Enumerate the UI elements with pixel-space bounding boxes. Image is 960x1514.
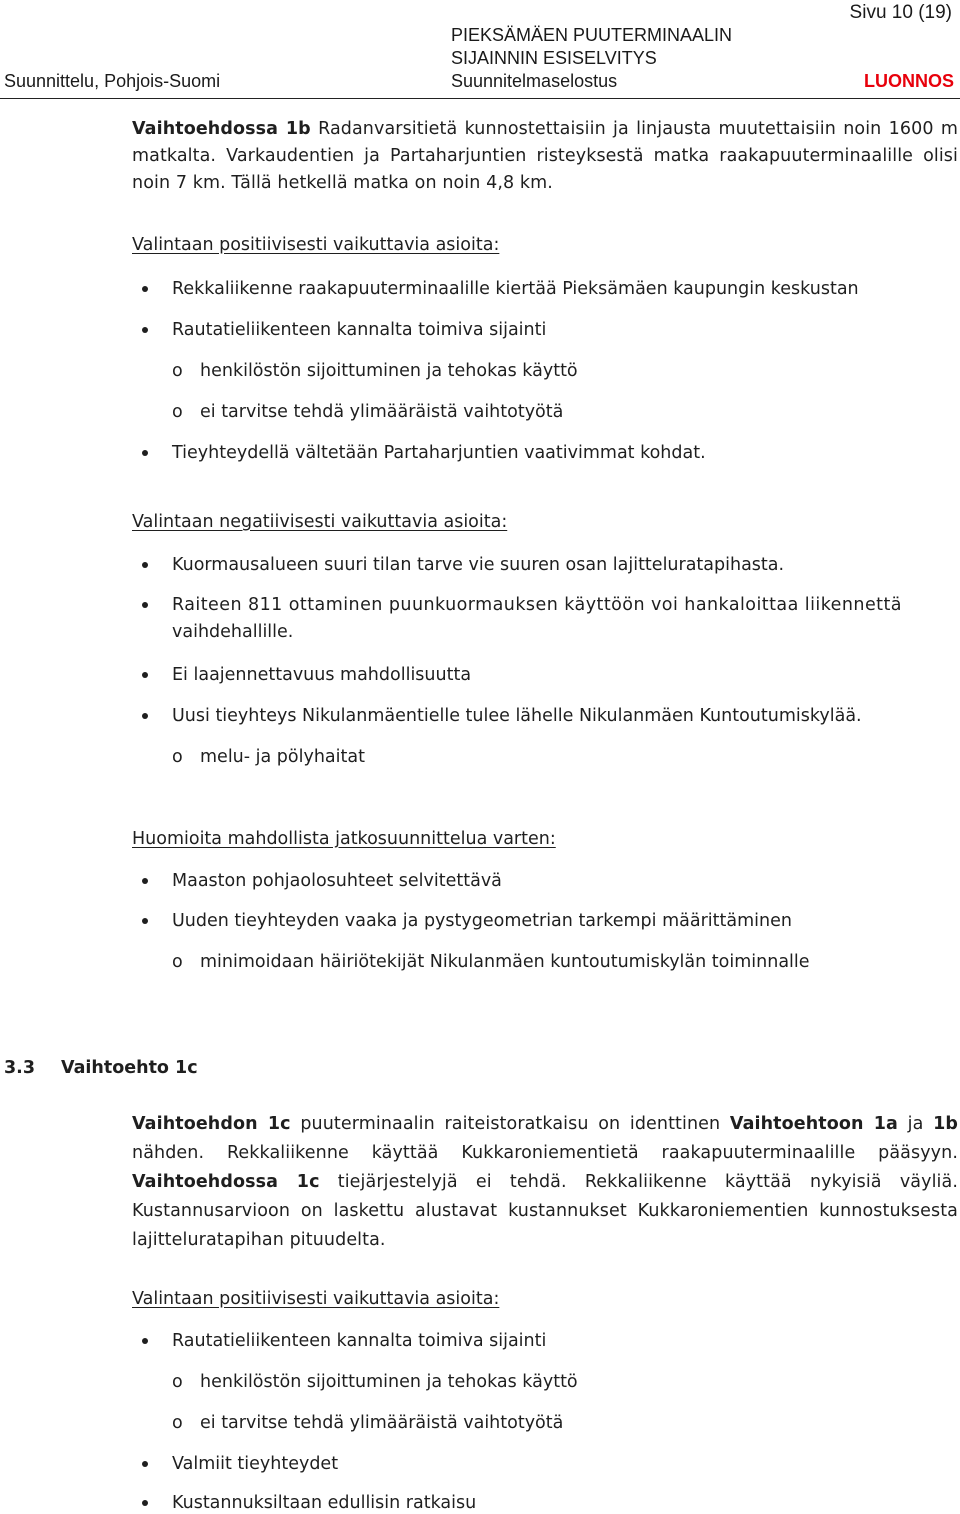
sub-list-item: henkilöstön sijoittuminen ja tehokas käyttö bbox=[200, 1372, 578, 1392]
section-heading-negative: Valintaan negatiivisesti vaikuttavia asioita: bbox=[132, 512, 508, 532]
sub-bullet-marker: o bbox=[172, 952, 183, 972]
bold-term: Vaihtoehtoon 1a bbox=[729, 1114, 898, 1134]
bullet-dot bbox=[142, 562, 148, 568]
sub-list-item: melu- ja pölyhaitat bbox=[200, 747, 365, 767]
list-item: Maaston pohjaolosuhteet selvitettävä bbox=[172, 871, 502, 891]
sub-list-item: henkilöstön sijoittuminen ja tehokas käyttö bbox=[200, 361, 578, 381]
paragraph-text: nähden. Rekkaliikenne käyttää Kukkaroniementietä raakapuuterminaalille pääsyyn. bbox=[132, 1143, 958, 1163]
document-title-line2: SIJAINNIN ESISELVITYS bbox=[451, 48, 657, 68]
paragraph-text: puuterminaalin raiteistoratkaisu on identtinen bbox=[290, 1114, 730, 1134]
bullet-dot bbox=[142, 602, 148, 608]
list-item: Tieyhteydellä vältetään Partaharjuntien vaativimmat kohdat. bbox=[172, 443, 706, 463]
bullet-dot bbox=[142, 1500, 148, 1506]
paragraph-text: tiejärjestelyjä ei tehdä. Rekkaliikenne käyttää nykyisiä väyliä. Kustannusarvioon on laskettu alustavat kustannukset Kukkaroniementien kunnostuksesta lajitteluratapihan pituudelta. bbox=[132, 1172, 958, 1250]
bold-term: 1b bbox=[933, 1114, 958, 1134]
list-item: Kuormausalueen suuri tilan tarve vie suuren osan lajitteluratapihasta. bbox=[172, 555, 785, 575]
sub-bullet-marker: o bbox=[172, 1372, 183, 1392]
paragraph-text: ja bbox=[897, 1114, 934, 1134]
section-heading-positive: Valintaan positiivisesti vaikuttavia asioita: bbox=[132, 235, 500, 255]
section-number: 3.3 bbox=[4, 1058, 36, 1078]
bullet-dot bbox=[142, 327, 148, 333]
bullet-dot bbox=[142, 918, 148, 924]
bullet-dot bbox=[142, 450, 148, 456]
sub-bullet-marker: o bbox=[172, 1413, 183, 1433]
list-item-continuation: vaihdehallille. bbox=[172, 622, 294, 642]
section-title: Vaihtoehto 1c bbox=[61, 1058, 198, 1078]
header-rule bbox=[0, 98, 960, 99]
list-item: Kustannuksiltaan edullisin ratkaisu bbox=[172, 1493, 477, 1513]
bullet-dot bbox=[142, 713, 148, 719]
sub-bullet-marker: o bbox=[172, 402, 183, 422]
bullet-dot bbox=[142, 878, 148, 884]
list-item: Uusi tieyhteys Nikulanmäentielle tulee lähelle Nikulanmäen Kuntoutumiskylää. bbox=[172, 706, 862, 726]
list-item: Raiteen 811 ottaminen puunkuormauksen käyttöön voi hankaloittaa liikennettä bbox=[172, 595, 902, 615]
bold-term: Vaihtoehdossa 1c bbox=[132, 1172, 320, 1192]
bullet-dot bbox=[142, 1461, 148, 1467]
list-item: Rautatieliikenteen kannalta toimiva sijainti bbox=[172, 320, 547, 340]
bold-term: Vaihtoehdossa 1b bbox=[132, 119, 311, 139]
sub-list-item: ei tarvitse tehdä ylimääräistä vaihtotyötä bbox=[200, 1413, 564, 1433]
document-title-line1: PIEKSÄMÄEN PUUTERMINAALIN bbox=[451, 25, 733, 45]
sub-bullet-marker: o bbox=[172, 747, 183, 767]
list-item: Rekkaliikenne raakapuuterminaalille kiertää Pieksämäen kaupungin keskustan bbox=[172, 279, 859, 299]
page-number: Sivu 10 (19) bbox=[849, 2, 952, 23]
list-item: Valmiit tieyhteydet bbox=[172, 1454, 339, 1474]
paragraph-text: Radanvarsitietä kunnostettaisiin ja linjausta muutettaisiin noin 1600 m matkalta. Varkaudentien ja Partaharjuntien risteyksestä matka raakapuuterminaalille olisi noin 7 km. Tällä hetkellä matka on noin 4,8 km. bbox=[132, 119, 959, 193]
bullet-dot bbox=[142, 286, 148, 292]
paragraph-1c bbox=[132, 1110, 958, 1255]
section-heading-notes: Huomioita mahdollista jatkosuunnittelua varten: bbox=[132, 829, 556, 849]
draft-status-label: LUONNOS bbox=[864, 71, 954, 91]
department-label: Suunnittelu, Pohjois-Suomi bbox=[4, 71, 221, 91]
list-item: Uuden tieyhteyden vaaka ja pystygeometrian tarkempi määrittäminen bbox=[172, 911, 792, 931]
list-item: Rautatieliikenteen kannalta toimiva sijainti bbox=[172, 1331, 547, 1351]
bold-term: Vaihtoehdon 1c bbox=[132, 1114, 291, 1134]
sub-list-item: ei tarvitse tehdä ylimääräistä vaihtotyötä bbox=[200, 402, 564, 422]
bullet-dot bbox=[142, 672, 148, 678]
list-item: Ei laajennettavuus mahdollisuutta bbox=[172, 665, 472, 685]
bullet-dot bbox=[142, 1338, 148, 1344]
paragraph-1b bbox=[132, 116, 958, 196]
document-type-label: Suunnitelmaselostus bbox=[451, 71, 618, 91]
section-heading-positive-1c: Valintaan positiivisesti vaikuttavia asioita: bbox=[132, 1289, 500, 1309]
sub-list-item: minimoidaan häiriötekijät Nikulanmäen kuntoutumiskylän toiminnalle bbox=[200, 952, 810, 972]
sub-bullet-marker: o bbox=[172, 361, 183, 381]
